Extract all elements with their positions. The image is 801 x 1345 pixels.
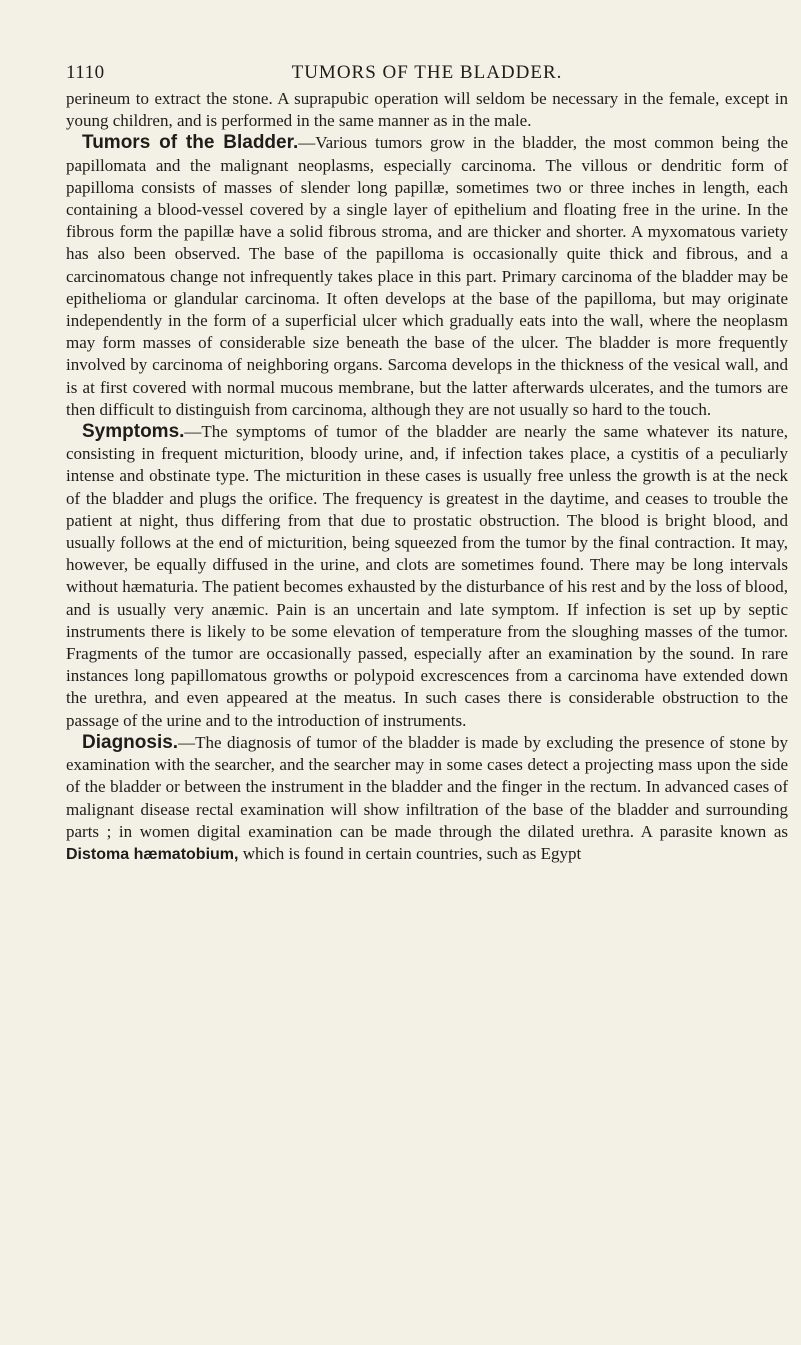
paragraph-tumors <box>66 132 788 421</box>
paragraph-text: —The symptoms of tumor of the bladder are nearly the same whatever its nature, consisting in frequent micturition, bloody urine, and, if infection takes place, a cystitis of a peculiarly intense and obstinate type. The micturition in these cases is usually free unless the growth is at the neck of the bladder and plugs the orifice. The frequency is greatest in the daytime, and ceases to trouble the patient at night, thus differing from that due to prostatic obstruction. The blood is bright blood, and usually follows at the end of micturition, being squeezed from the tumor by the final contraction. It may, however, be equally diffused in the urine, and clots are sometimes found. There may be long intervals without hæmaturia. The patient becomes exhausted by the disturbance of his rest and by the loss of blood, and is usually very anæmic. Pain is an uncertain and late symptom. If infection is set up by septic instruments there is likely to be some elevation of temperature from the sloughing masses of the tumor. Fragments of the tumor are occasionally passed, especially after an examination by the sound. In rare instances long papillomatous growths or polypoid excrescences from a carcinoma have extended down the urethra, and even appeared at the meatus. In such cases there is considerable obstruction to the passage of the urine and to the introduction of instruments. <box>66 422 788 730</box>
paragraph-continuation <box>66 88 788 132</box>
body-text <box>66 88 788 866</box>
section-heading-symptoms: Symptoms. <box>82 421 185 443</box>
paragraph-text: —The diagnosis of tumor of the bladder is made by excluding the presence of stone by examination with the searcher, and the searcher may in some cases detect a projecting mass upon the side of the bladder or between the instrument in the bladder and the finger in the rectum. In advanced cases of malignant disease rectal examination will show infiltration of the base of the bladder and surrounding parts ; in women digital examination can be made through the dilated urethra. A parasite known as <box>66 732 788 841</box>
paragraph-diagnosis <box>66 732 788 866</box>
section-heading-tumors: Tumors of the Bladder. <box>82 132 299 154</box>
paragraph-symptoms <box>66 421 788 732</box>
running-title: TUMORS OF THE BLADDER. <box>291 62 563 83</box>
section-heading-diagnosis: Diagnosis. <box>82 731 179 753</box>
paragraph-text: perineum to extract the stone. A suprapubic operation will seldom be necessary in the female, except in young children, and is performed in the same manner as in the male. <box>66 89 788 131</box>
inline-term: Distoma hæmatobium, <box>66 845 239 863</box>
paragraph-text: —Various tumors grow in the bladder, the most common being the papillomata and the malignant neoplasms, especially carcinoma. The villous or dendritic form of papilloma consists of masses of slender long papillæ, sometimes two or three inches in length, each containing a blood-vessel covered by a single layer of epithelium and floating free in the urine. In the fibrous form the papillæ have a solid fibrous stroma, and are thicker and shorter. A myxomatous variety has also been observed. The base of the papilloma is occasionally quite thick and fibrous, and a carcinomatous change not infrequently takes place in this part. Primary carcinoma of the bladder may be epithelioma or glandular carcinoma. It often develops at the base of the papilloma, but may originate independently in the form of a superficial ulcer which gradually eats into the wall, where the neoplasm may form masses of considerable size beneath the base of the ulcer. The bladder is more frequently involved by carcinoma of neighboring organs. Sarcoma develops in the thickness of the vesical wall, and is at first covered with normal mucous membrane, but the latter afterwards ulcerates, and the tumors are then difficult to distinguish from carcinoma, although they are not usually so hard to the touch. <box>66 133 788 419</box>
paragraph-text: which is found in certain countries, such as Egypt <box>238 843 582 863</box>
page-number: 1110 <box>66 62 105 83</box>
book-page <box>66 56 788 866</box>
running-head <box>66 56 788 84</box>
